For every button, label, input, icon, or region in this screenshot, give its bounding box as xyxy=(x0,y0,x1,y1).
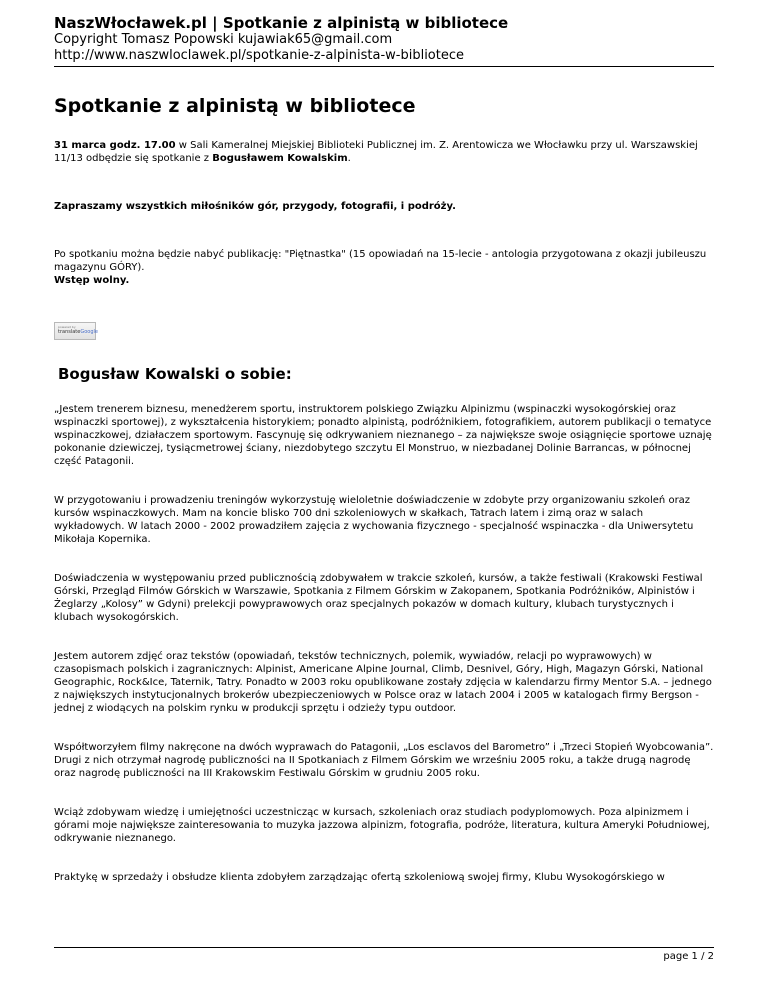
copyright-line: Copyright Tomasz Popowski kujawiak65@gmail.com xyxy=(54,32,393,47)
bio-paragraph: Jestem autorem zdjęć oraz tekstów (opowiadań, tekstów technicznych, polemik, wywiadów, relacji po wyprawowych) w czasopismach polskich i zagranicznych: Alpinist, Americane Alpine Journal, Climb, Desnivel, Góry, High, Magazyn Górski, National Geographic, Rock&Ice, Taternik, Tatry. Ponadto w 2003 roku opublikowane zostały zdjęcia w kalendarzu firmy Mentor S.A. – jednego z największych instytucjonalnych brokerów ubezpieczeniowych w Polsce oraz w latach 2004 i 2005 w katalogach firmy Bergson - jednej z wiodących na polskim rynku w produkcji sprzętu i odzieży typu outdoor. xyxy=(54,651,712,714)
publication-paragraph: Po spotkaniu można będzie nabyć publikację: "Piętnastka" (15 opowiadań na 15-lecie - antologia przygotowana z okazji jubileuszu magazynu GÓRY). Wstęp wolny. xyxy=(54,249,707,286)
bio-paragraph: W przygotowaniu i prowadzeniu treningów wykorzystuję wieloletnie doświadczenie w zdobyte przy organizowaniu szkoleń oraz kursów wspinaczkowych. Mam na koncie blisko 700 dni szkoleniowych w skałkach, Tatrach latem i zimą oraz w salach wykładowych. W latach 2000 - 2002 prowadziłem zajęcia z wychowania fizycznego - specjalność wspinaczka - dla Uniwersytetu Mikołaja Kopernika. xyxy=(54,495,694,545)
page-number: page 1 / 2 xyxy=(663,951,714,962)
footer-divider xyxy=(54,947,714,948)
intro-paragraph: 31 marca godz. 17.00 w Sali Kameralnej Miejskiej Biblioteki Publicznej im. Z. Arentowicza we Włocławku przy ul. Warszawskiej 11/13 odbędzie się spotkanie z Bogusławem Kowalskim. xyxy=(54,140,698,164)
source-url[interactable]: http://www.naszwloclawek.pl/spotkanie-z-alpinista-w-bibliotece xyxy=(54,48,464,63)
guest-name: Bogusławem Kowalskim xyxy=(212,153,348,164)
document-page xyxy=(54,14,714,884)
google-translate-badge[interactable]: powered by translateGoogle xyxy=(54,322,96,340)
section-heading: Bogusław Kowalski o sobie: xyxy=(58,365,292,383)
invitation-paragraph: Zapraszamy wszystkich miłośników gór, przygody, fotografii, i podróży. xyxy=(54,201,456,212)
bio-paragraph: Wciąż zdobywam wiedzę i umiejętności uczestnicząc w kursach, szkoleniach oraz studiach podyplomowych. Poza alpinizmem i górami moje największe zainteresowania to muzyka jazzowa alpinizm, fotografia, podróże, literatura, kultura Ameryki Południowej, odkrywanie nieznanego. xyxy=(54,807,710,844)
site-title: NaszWłocławek.pl | Spotkanie z alpinistą w bibliotece xyxy=(54,14,509,32)
header-divider xyxy=(54,66,714,67)
bio-paragraph: Doświadczenia w występowaniu przed publicznością zdobywałem w trakcie szkoleń, kursów, a także festiwali (Krakowski Festiwal Górski, Przegląd Filmów Górskich w Warszawie, Spotkania z Filmem Górskim w Zakopanem, Spotkania Podróżników, Alpinistów i Żeglarzy „Kolosy” w Gdyni) prelekcji powyprawowych oraz specjalnych pokazów w domach kultury, klubach turystycznych i klubach wysokogórskich. xyxy=(54,573,703,623)
event-date: 31 marca godz. 17.00 xyxy=(54,140,176,151)
bio-paragraph: „Jestem trenerem biznesu, menedżerem sportu, instruktorem polskiego Związku Alpinizmu (wspinaczki wysokogórskiej oraz wspinaczki sportowej), z wykształcenia historykiem; ponadto alpinistą, podróżnikiem, fotografikiem, autorem publikacji o tematyce wspinaczkowej, działaczem sportowym. Fascynuję się odkrywaniem nieznanego – za największe swoje osiągnięcie sportowe uznaję pokonanie dziewiczej, tysiącmetrowej ściany, niezdobytego szczytu El Monstruo, w niezbadanej Dolinie Barrancas, w północnej część Patagonii. xyxy=(54,404,712,467)
bio-paragraph: Praktykę w sprzedaży i obsłudze klienta zdobyłem zarządzając ofertą szkoleniową swojej firmy, Klubu Wysokogórskiego w xyxy=(54,872,665,883)
intro-text: w Sali Kameralnej Miejskiej Biblioteki Publicznej im. Z. Arentowicza we Włocławku przy ul. Warszawskiej 11/13 odbędzie się spotkanie z xyxy=(54,140,698,164)
free-entry: Wstęp wolny. xyxy=(54,275,130,286)
article-title: Spotkanie z alpinistą w bibliotece xyxy=(54,95,416,117)
bio-paragraph: Współtworzyłem filmy nakręcone na dwóch wyprawach do Patagonii, „Los esclavos del Barometro” i „Trzeci Stopień Wyobcowania”. Drugi z nich otrzymał nagrodę publiczności na II Spotkaniach z Filmem Górskim we wrześniu 2005 roku, a także drugą nagrodę oraz nagrodę publiczności na III Krakowskim Festiwalu Górskim w grudniu 2005 roku. xyxy=(54,742,714,779)
